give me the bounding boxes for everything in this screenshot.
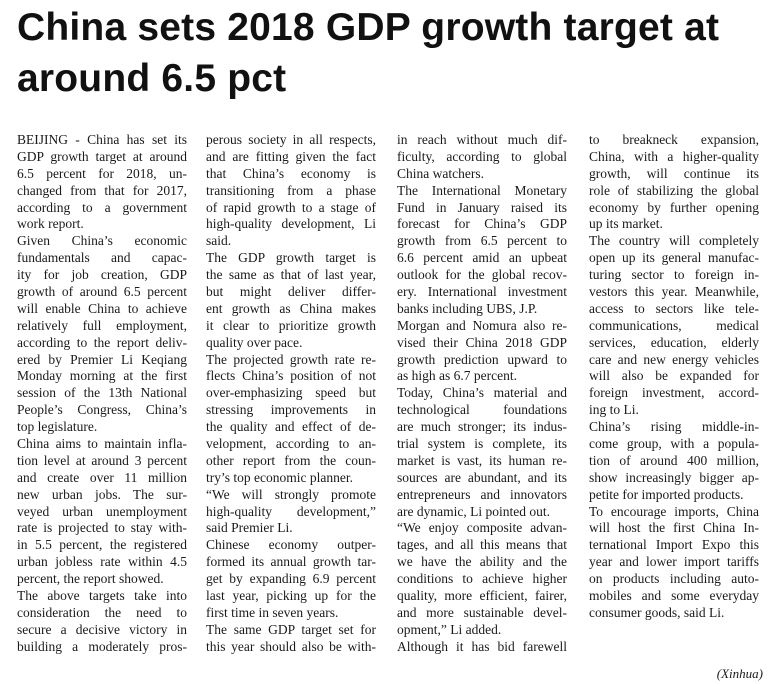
- article-text-line: 6.5 percent for 2018, un-: [17, 165, 187, 181]
- article-text-line: The above targets take into: [17, 588, 187, 604]
- article-column-1: [17, 132, 187, 656]
- article-text-line: open up its general manufac-: [589, 250, 759, 266]
- article-headline: China sets 2018 GDP growth target at around 6.5 pct: [17, 6, 720, 100]
- article-text-line: ery. International investment: [397, 284, 567, 300]
- article-text-line: last year, picking up for the: [206, 588, 376, 604]
- article-text-line: “We enjoy composite advan-: [397, 520, 567, 536]
- article-text-line: this year should also be with-: [206, 638, 376, 654]
- article-text-line: high-quality development, Li: [206, 216, 376, 232]
- article-text-line: we have the ability and the: [397, 554, 567, 570]
- article-text-line: services, education, elderly: [589, 334, 759, 350]
- article-text-line: of rapid growth to a stage of: [206, 199, 376, 215]
- article-text-line: year and lower import tariffs: [589, 554, 759, 570]
- article-text-line: get by expanding 6.9 percent: [206, 571, 376, 587]
- article-text-line: The GDP growth target is: [206, 250, 376, 266]
- article-text-line: urban jobless rate within 4.5: [17, 554, 187, 570]
- article-text-line: China aims to maintain infla-: [17, 436, 187, 452]
- article-text-line: China watchers.: [397, 165, 484, 181]
- article-text-line: are much stronger; its indus-: [397, 419, 567, 435]
- article-text-line: work report.: [17, 216, 84, 232]
- article-text-line: The same GDP target set for: [206, 621, 376, 637]
- article-text-line: opment,” Li added.: [397, 621, 502, 637]
- article-text-line: ternational Import Expo this: [589, 537, 759, 553]
- article-text-line: tages, and all this means that: [397, 537, 567, 553]
- article-text-line: said.: [206, 233, 232, 249]
- article-text-line: care and new energy vehicles: [589, 351, 759, 367]
- article-text-line: rate is projected to stay with-: [17, 520, 187, 536]
- article-text-line: tion level at around 3 percent: [17, 452, 187, 468]
- article-text-line: said Premier Li.: [206, 520, 293, 536]
- article-text-line: Chinese economy outper-: [206, 537, 376, 553]
- article-text-line: first time in seven years.: [206, 604, 339, 620]
- article-text-line: GDP growth target at around: [17, 148, 187, 164]
- article-text-line: new urban jobs. The sur-: [17, 486, 187, 502]
- article-text-line: consumer goods, said Li.: [589, 604, 725, 620]
- article-text-line: Given China’s economic: [17, 233, 187, 249]
- article-text-line: growth, will continue its: [589, 165, 759, 181]
- article-text-line: economy by further opening: [589, 199, 759, 215]
- article-text-line: changed from that for 2017,: [17, 182, 187, 198]
- article-text-line: according to a government: [17, 199, 187, 215]
- article-text-line: forecast for China’s GDP: [397, 216, 567, 232]
- article-text-line: try’s top economic planner.: [206, 469, 353, 485]
- article-text-line: secure a decisive victory in: [17, 621, 187, 637]
- article-text-line: mobiles and some everyday: [589, 588, 759, 604]
- article-text-line: ficulty, according to global: [397, 148, 567, 164]
- article-column-4: [589, 132, 759, 622]
- article-text-line: up its market.: [589, 216, 663, 232]
- article-text-line: ent growth as China makes: [206, 300, 376, 316]
- article-column-3: [397, 132, 567, 656]
- article-text-line: growth of around 6.5 percent: [17, 284, 187, 300]
- article-text-line: high-quality development,”: [206, 503, 376, 519]
- article-text-line: conditions to achieve higher: [397, 571, 567, 587]
- article-text-line: relatively full employment,: [17, 317, 187, 333]
- article-text-line: To encourage imports, China: [589, 503, 759, 519]
- article-text-line: People’s Congress, China’s: [17, 402, 187, 418]
- article-text-line: over-emphasizing speed but: [206, 385, 376, 401]
- article-text-line: sources are abundant, and its: [397, 469, 567, 485]
- article-text-line: Although it has bid farewell: [397, 638, 567, 654]
- article-text-line: according to the report deliv-: [17, 334, 187, 350]
- article-text-line: other report from the coun-: [206, 452, 376, 468]
- article-text-line: it clear to prioritize growth: [206, 317, 376, 333]
- article-text-line: ing to Li.: [589, 402, 639, 418]
- article-text-line: veyed urban unemployment: [17, 503, 187, 519]
- article-text-line: communications, medical: [589, 317, 759, 333]
- article-text-line: technological foundations: [397, 402, 567, 418]
- article-text-line: velopment, according to an-: [206, 436, 376, 452]
- article-text-line: The country will completely: [589, 233, 759, 249]
- article-text-line: stressing improvements in: [206, 402, 376, 418]
- article-text-line: are dynamic, Li pointed out.: [397, 503, 550, 519]
- article-text-line: formed its annual growth tar-: [206, 554, 376, 570]
- article-text-line: perous society in all respects,: [206, 132, 376, 147]
- article-text-line: foreign investment, accord-: [589, 385, 759, 401]
- article-text-line: will also be expanded for: [589, 368, 759, 384]
- article-text-line: on products including auto-: [589, 571, 759, 587]
- article-text-line: “We will strongly promote: [206, 486, 376, 502]
- article-text-line: vised their China 2018 GDP: [397, 334, 567, 350]
- article-text-line: growth prediction upward to: [397, 351, 567, 367]
- article-text-line: that China’s economy is: [206, 165, 376, 181]
- article-text-line: and more sustainable devel-: [397, 604, 567, 620]
- article-text-line: 6.6 percent amid an upbeat: [397, 250, 567, 266]
- article-text-line: percent, the report showed.: [17, 571, 164, 587]
- article-text-line: quality, more efficient, fairer,: [397, 588, 567, 604]
- article-text-line: and are fitting given the fact: [206, 148, 376, 164]
- article-text-line: in 5.5 percent, the registered: [17, 537, 187, 553]
- article-text-line: as high as 6.7 percent.: [397, 368, 517, 384]
- article-credit: (Xinhua): [716, 666, 763, 681]
- article-text-line: BEIJING - China has set its: [17, 132, 187, 147]
- article-text-line: Morgan and Nomura also re-: [397, 317, 567, 333]
- article-text-line: access to sectors like tele-: [589, 300, 759, 316]
- article-text-line: in reach without much dif-: [397, 132, 567, 147]
- article-text-line: petite for imported products.: [589, 486, 744, 502]
- article-text-line: China’s rising middle-in-: [589, 419, 759, 435]
- article-text-line: session of the 13th National: [17, 385, 187, 401]
- article-text-line: fundamentals and capac-: [17, 250, 187, 266]
- article-text-line: building a moderately pros-: [17, 638, 187, 654]
- article-text-line: show increasingly bigger ap-: [589, 469, 759, 485]
- article-text-line: Fund in January raised its: [397, 199, 567, 215]
- article-text-line: The projected growth rate re-: [206, 351, 376, 367]
- article-text-line: will enable China to achieve: [17, 300, 187, 316]
- article-text-line: entrepreneurs and innovators: [397, 486, 567, 502]
- article-text-line: to breakneck expansion,: [589, 132, 759, 147]
- article-text-line: outlook for the global recov-: [397, 267, 567, 283]
- article-text-line: ered by Premier Li Keqiang: [17, 351, 187, 367]
- article-text-line: transitioning from a phase: [206, 182, 376, 198]
- article-column-2: [206, 132, 376, 656]
- article-text-line: tion of around 400 million,: [589, 452, 759, 468]
- article-text-line: the quality and effect of de-: [206, 419, 376, 435]
- article-text-line: market is vast, its human re-: [397, 452, 567, 468]
- article-text-line: the same as that of last year,: [206, 267, 376, 283]
- article-text-line: top legislature.: [17, 419, 98, 435]
- article-text-line: flects China’s position of not: [206, 368, 376, 384]
- article-text-line: China, with a higher-quality: [589, 148, 759, 164]
- article-text-line: banks including UBS, J.P.: [397, 300, 538, 316]
- article-text-line: role of stabilizing the global: [589, 182, 759, 198]
- article-text-line: vestors this year. Meanwhile,: [589, 284, 759, 300]
- article-text-line: Monday morning at the first: [17, 368, 187, 384]
- article-text-line: ity for job creation, GDP: [17, 267, 187, 283]
- article-text-line: but might deliver differ-: [206, 284, 376, 300]
- article-text-line: growth from 6.5 percent to: [397, 233, 567, 249]
- article-text-line: come group, with a popula-: [589, 436, 759, 452]
- article-text-line: quality over pace.: [206, 334, 303, 350]
- article-text-line: consideration the need to: [17, 604, 187, 620]
- article-text-line: turing sector to foreign in-: [589, 267, 759, 283]
- article-text-line: Today, China’s material and: [397, 385, 567, 401]
- article-text-line: will host the first China In-: [589, 520, 759, 536]
- article-text-line: and create over 11 million: [17, 469, 187, 485]
- article-text-line: The International Monetary: [397, 182, 567, 198]
- article-text-line: trial system is complete, its: [397, 436, 567, 452]
